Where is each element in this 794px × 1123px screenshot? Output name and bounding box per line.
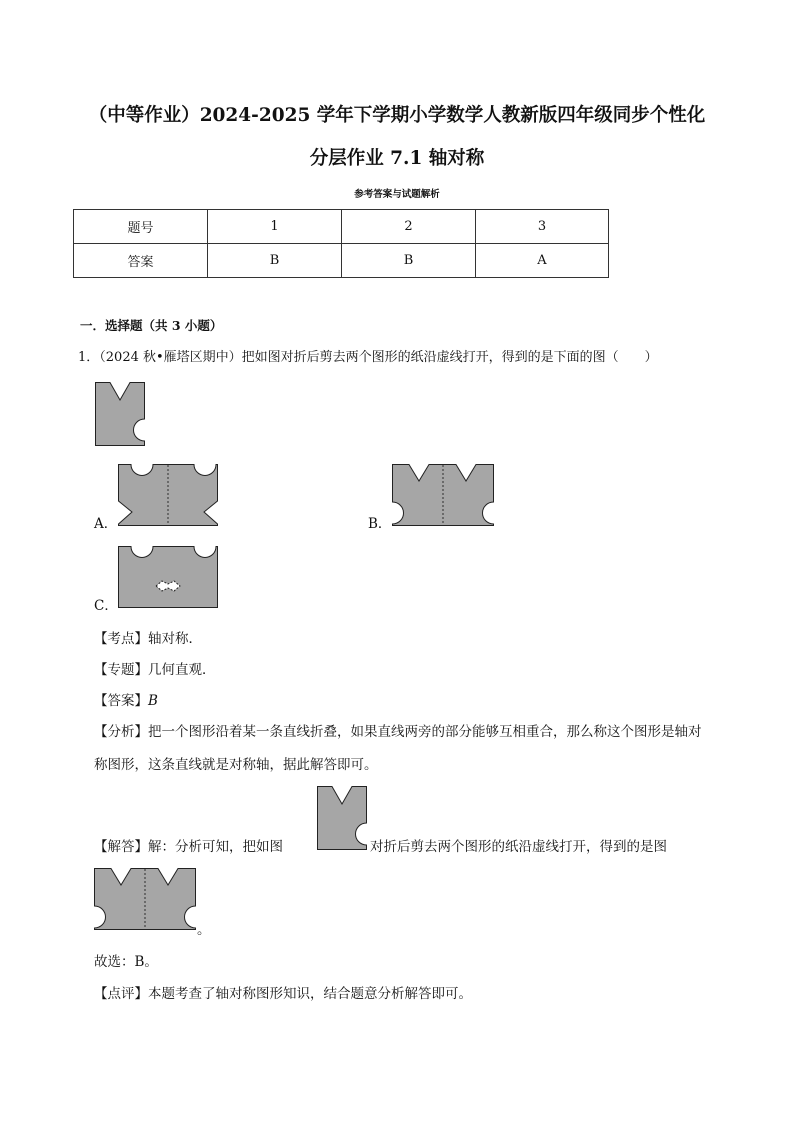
jieda-text-post: 对折后剪去两个图形的纸沿虚线打开，得到的是图 [370, 839, 667, 855]
dianping-text: 本题考查了轴对称图形知识，结合题意分析解答即可。 [148, 986, 472, 1002]
section-heading: 一．选择题（共 3 小题） [80, 318, 223, 333]
zhuanti-text: 几何直观． [148, 662, 216, 678]
zhuanti-label: 【专题】 [94, 662, 148, 678]
table-cell: 答案 [74, 244, 208, 278]
fenxi-label: 【分析】 [94, 724, 148, 740]
daan-label: 【答案】 [94, 693, 148, 709]
daan-row [94, 691, 158, 711]
kaodian-row [94, 629, 202, 649]
option-a-figure [118, 464, 218, 526]
table-cell: B [342, 244, 476, 278]
guxuan-text: 故选：B。 [94, 954, 158, 970]
dianping-label: 【点评】 [94, 986, 148, 1002]
question-paper-figure [95, 382, 145, 446]
option-c-label: C． [94, 598, 118, 614]
kaodian-text: 轴对称． [148, 631, 202, 647]
answer-table [73, 209, 609, 278]
solution-paper-figure [317, 786, 367, 850]
jieda-end: 。 [197, 922, 211, 938]
fenxi-line-2: 称图形，这条直线就是对称轴，据此解答即可。 [94, 757, 378, 773]
table-cell: B [208, 244, 342, 278]
option-b-label: B． [368, 516, 392, 532]
option-a-label: A． [94, 516, 118, 532]
table-row [74, 210, 609, 244]
fenxi-line-1: 把一个图形沿着某一条直线折叠，如果直线两旁的部分能够互相重合，那么称这个图形是轴对 [148, 724, 702, 740]
table-cell: 3 [476, 210, 609, 244]
document-title-line-1: （中等作业）2024-2025 学年下学期小学数学人教新版四年级同步个性化 [88, 105, 706, 126]
dianping-row [94, 984, 472, 1004]
table-cell: 题号 [74, 210, 208, 244]
jieda-text-pre: 解：分析可知，把如图 [148, 839, 283, 855]
jieda-row-start [94, 837, 283, 857]
option-b-figure [392, 464, 494, 526]
kaodian-label: 【考点】 [94, 631, 148, 647]
fenxi-row [94, 722, 702, 742]
daan-text: B [148, 693, 158, 709]
table-cell: 1 [208, 210, 342, 244]
jieda-label: 【解答】 [94, 839, 148, 855]
table-cell: 2 [342, 210, 476, 244]
question-stem: 1．（2024 秋•雁塔区期中）把如图对折后剪去两个图形的纸沿虚线打开，得到的是下面的图（ ） [78, 350, 658, 365]
zhuanti-row [94, 660, 216, 680]
document-title-line-2: 分层作业 7.1 轴对称 [309, 148, 485, 169]
document-subtitle: 参考答案与试题解析 [354, 189, 440, 200]
table-cell: A [476, 244, 609, 278]
option-c-figure [118, 546, 218, 608]
solution-result-figure [94, 868, 196, 930]
table-row [74, 244, 609, 278]
